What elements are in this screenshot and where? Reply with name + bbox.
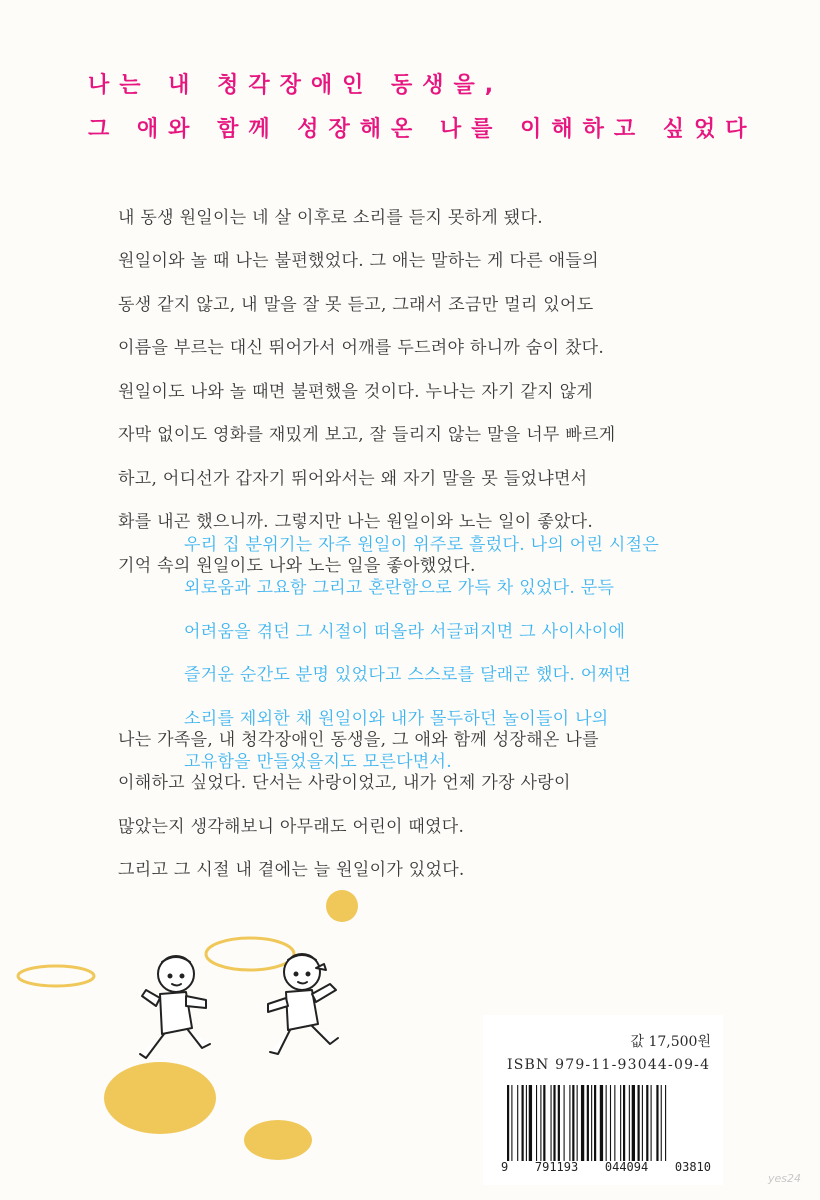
body-line: 동생 같지 않고, 내 말을 잘 못 듣고, 그래서 조금만 멀리 있어도 <box>118 295 594 315</box>
body-line: 하고, 어디선가 갑자기 뛰어와서는 왜 자기 말을 못 들었냐면서 <box>118 469 588 489</box>
barcode-bar <box>507 1085 509 1161</box>
isbn-label: ISBN 979-11-93044-09-4 <box>507 1057 711 1073</box>
price-label: 값 17,500원 <box>630 1034 711 1050</box>
blue-text-line: 소리를 제외한 채 원일이와 내가 몰두하던 놀이들이 나의 <box>184 709 609 729</box>
barcode-bar <box>651 1085 652 1161</box>
barcode-digit-group: 9 <box>501 1160 509 1174</box>
yellow-blob <box>244 1120 312 1160</box>
barcode-digit-group: 791193 <box>534 1160 579 1174</box>
body-line: 나는 가족을, 내 청각장애인 동생을, 그 애와 함께 성장해온 나를 <box>118 730 599 750</box>
watermark: yes24 <box>768 1172 802 1185</box>
barcode-bar <box>665 1085 666 1161</box>
body-line: 원일이도 나와 놀 때면 불편했을 것이다. 누나는 자기 같지 않게 <box>118 382 594 402</box>
barcode-panel <box>483 1015 723 1185</box>
barcode-bar <box>511 1085 512 1161</box>
body-line: 기억 속의 원일이도 나와 노는 일을 좋아했었다. <box>118 556 476 576</box>
barcode-bar <box>529 1085 532 1161</box>
yellow-ring <box>18 966 94 986</box>
barcode-bar <box>526 1085 527 1161</box>
blue-text-line: 어려움을 겪던 그 시절이 떠올라 서글퍼지면 그 사이사이에 <box>184 622 626 642</box>
barcode-bar <box>594 1085 596 1161</box>
barcode-bar <box>543 1085 545 1161</box>
barcode-digit-group: 044094 <box>604 1160 649 1174</box>
barcode-bar <box>623 1085 625 1161</box>
child-left <box>140 956 210 1058</box>
children-running-illustration <box>0 880 480 1170</box>
barcode-bar <box>614 1085 615 1161</box>
blue-text-line: 외로움과 고요함 그리고 혼란함으로 가득 차 있었다. 문득 <box>184 578 615 598</box>
blue-text-line: 우리 집 분위기는 자주 원일이 위주로 흘렀다. 나의 어린 시절은 <box>184 535 660 555</box>
barcode-bar <box>577 1085 578 1161</box>
body-line: 많았는지 생각해보니 아무래도 어린이 때였다. <box>118 817 465 837</box>
barcode-bar <box>536 1085 537 1161</box>
barcode-bar <box>642 1085 643 1161</box>
barcode-bar <box>581 1085 584 1161</box>
barcode-bar <box>553 1085 555 1161</box>
barcode-bar <box>629 1085 630 1161</box>
barcode-bar <box>656 1085 658 1161</box>
headline-line-1: 나는 내 청각장애인 동생을, <box>88 73 504 98</box>
body-line: 그리고 그 시절 내 곁에는 늘 원일이가 있었다. <box>118 860 465 880</box>
barcode-bar <box>572 1085 574 1161</box>
barcode-bar <box>587 1085 589 1161</box>
barcode-bar <box>569 1085 570 1161</box>
body-line: 자막 없이도 영화를 재밌게 보고, 잘 들리지 않는 말을 너무 빠르게 <box>118 425 616 445</box>
barcode-bar <box>522 1085 524 1161</box>
blue-text-line: 즐거운 순간도 분명 있었다고 스스로를 달래곤 했다. 어쩌면 <box>184 665 631 685</box>
headline-line-2: 그 애와 함께 성장해온 나를 이해하고 싶었다 <box>88 117 757 142</box>
body-line: 이해하고 싶었다. 단서는 사랑이었고, 내가 언제 가장 사랑이 <box>118 773 571 793</box>
barcode-bar <box>632 1085 635 1161</box>
blue-text-line: 고유함을 만들었을지도 모른다면서. <box>184 752 452 772</box>
body-line: 이름을 부르는 대신 뛰어가서 어깨를 두드려야 하니까 숨이 찼다. <box>118 338 605 358</box>
barcode <box>507 1085 707 1161</box>
yellow-blob <box>104 1062 216 1134</box>
yellow-dot <box>326 890 358 922</box>
barcode-bar <box>646 1085 648 1161</box>
barcode-bar <box>610 1085 611 1161</box>
body-line: 원일이와 놀 때 나는 불편했었다. 그 애는 말하는 게 다른 애들의 <box>118 251 599 271</box>
body-line: 내 동생 원일이는 네 살 이후로 소리를 듣지 못하게 됐다. <box>118 208 543 228</box>
barcode-bar <box>638 1085 640 1161</box>
barcode-bar <box>558 1085 560 1161</box>
barcode-bar <box>591 1085 592 1161</box>
barcode-bar <box>606 1085 607 1161</box>
barcode-bar <box>540 1085 541 1161</box>
barcode-digits <box>501 1160 711 1174</box>
body-line: 화를 내곤 했으니까. 그렇지만 나는 원일이와 노는 일이 좋았다. <box>118 512 594 532</box>
barcode-digit-group: 03810 <box>674 1160 711 1174</box>
barcode-bar <box>620 1085 621 1161</box>
barcode-bar <box>600 1085 603 1161</box>
barcode-bar <box>517 1085 518 1161</box>
barcode-bar <box>661 1085 662 1161</box>
child-right <box>268 954 338 1054</box>
barcode-bar <box>551 1085 552 1161</box>
barcode-bar <box>564 1085 565 1161</box>
yellow-ring <box>206 938 294 970</box>
